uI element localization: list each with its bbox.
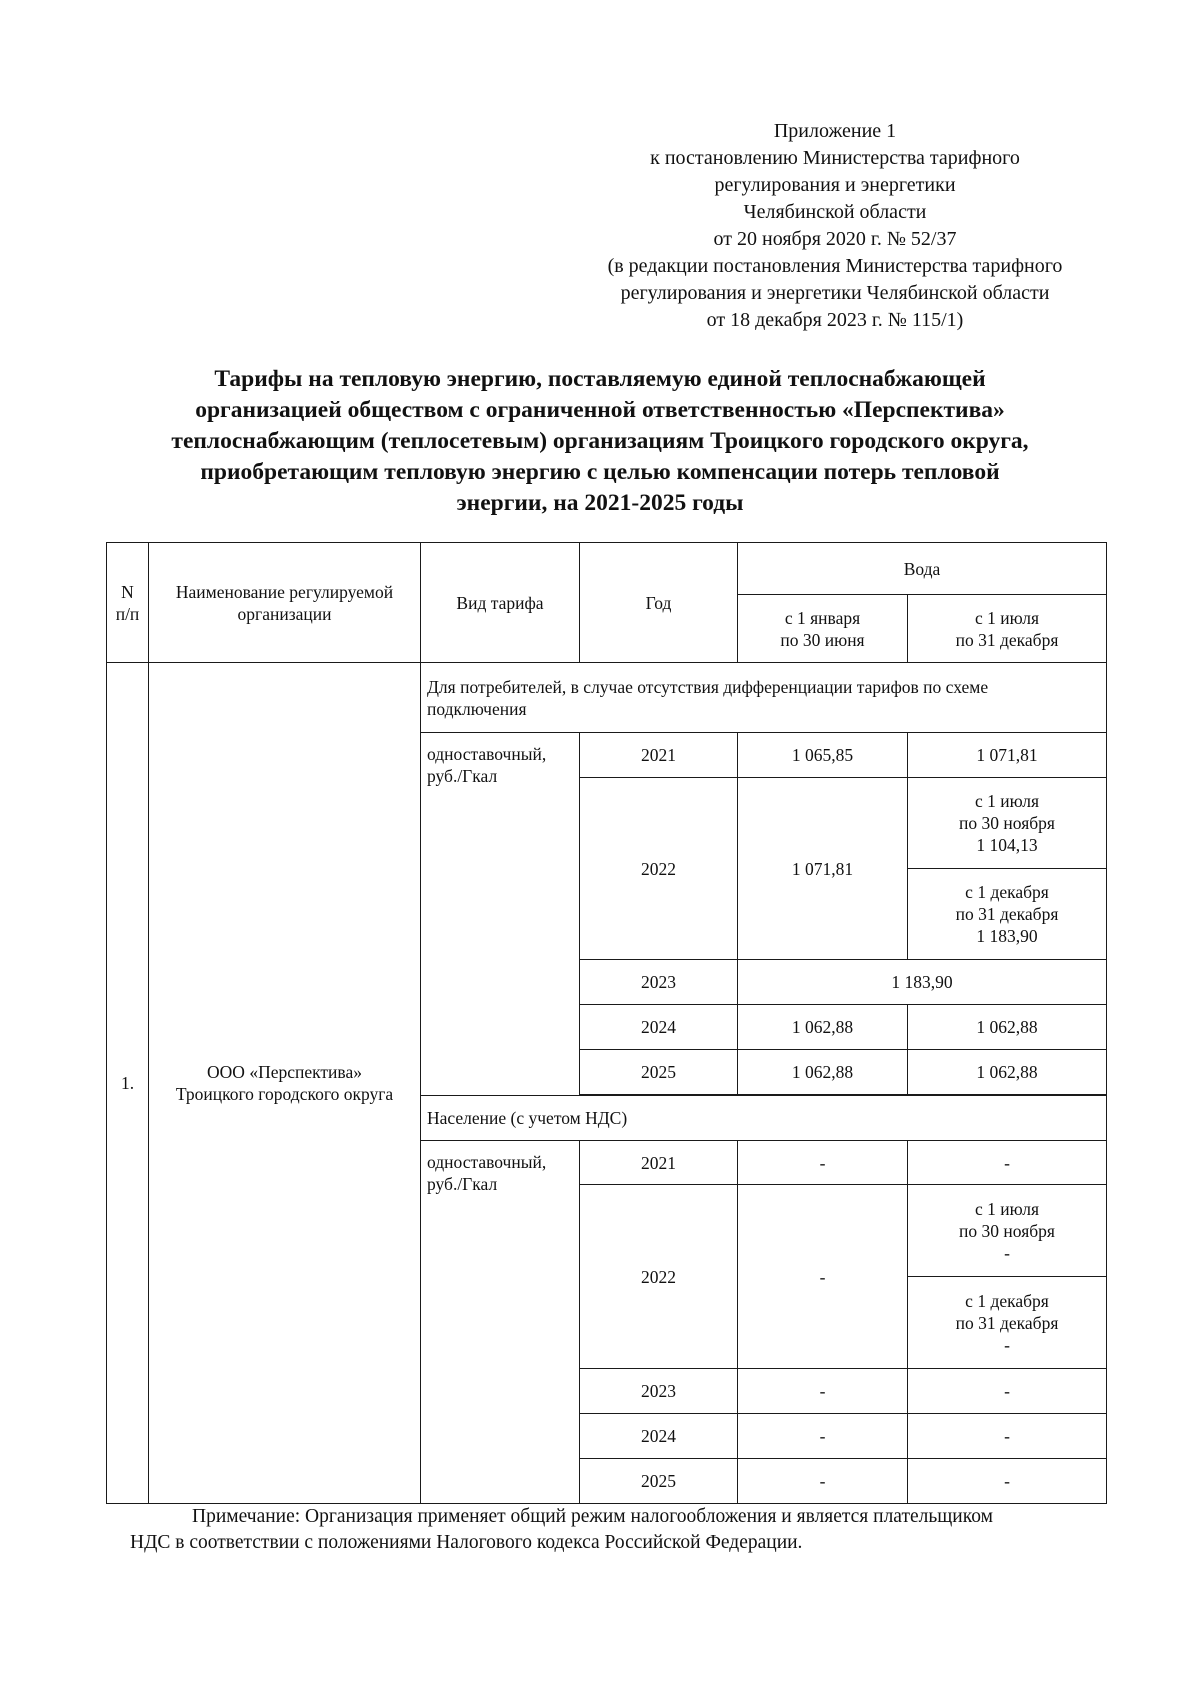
footnote-line: НДС в соответствии с положениями Налогового кодекса Российской Федерации. bbox=[130, 1532, 803, 1553]
title-line: приобретающим тепловую энергию с целью компенсации потерь тепловой bbox=[200, 459, 1000, 485]
header-second-half: с 1 июля по 31 декабря bbox=[908, 595, 1107, 663]
year-cell: 2023 bbox=[580, 960, 738, 1005]
year-cell: 2025 bbox=[580, 1050, 738, 1095]
value-cell: 1 071,81 bbox=[738, 778, 908, 960]
header-organization: Наименование регулируемой организации bbox=[149, 543, 421, 663]
organization-name: ООО «Перспектива» Троицкого городского округа bbox=[149, 663, 421, 1504]
header-year: Год bbox=[580, 543, 738, 663]
value-cell-period: с 1 июля по 30 ноября 1 104,13 bbox=[908, 778, 1107, 869]
title-line: энергии, на 2021-2025 годы bbox=[456, 490, 744, 516]
appendix-line: от 20 ноября 2020 г. № 52/37 bbox=[713, 228, 957, 250]
title-line: Тарифы на тепловую энергию, поставляемую единой теплоснабжающей bbox=[214, 366, 986, 392]
value-cell: - bbox=[738, 1141, 908, 1185]
value-cell: 1 065,85 bbox=[738, 733, 908, 778]
value-cell: - bbox=[908, 1414, 1107, 1459]
tariff-type-cell: одноставочный, руб./Гкал bbox=[421, 1141, 580, 1504]
title-line: организацией обществом с ограниченной ответственностью «Перспектива» bbox=[195, 397, 1005, 423]
header-first-half: с 1 января по 30 июня bbox=[738, 595, 908, 663]
value-cell: 1 071,81 bbox=[908, 733, 1107, 778]
appendix-line: к постановлению Министерства тарифного bbox=[650, 147, 1020, 169]
document-title bbox=[120, 364, 1080, 519]
footnote bbox=[130, 1504, 1122, 1556]
value-cell: 1 062,88 bbox=[738, 1005, 908, 1050]
value-cell-period: с 1 декабря по 31 декабря 1 183,90 bbox=[908, 869, 1107, 960]
value-cell: 1 062,88 bbox=[908, 1050, 1107, 1095]
footnote-line: Примечание: Организация применяет общий режим налогообложения и является плательщиком bbox=[192, 1506, 993, 1527]
title-line: теплоснабжающим (теплосетевым) организациям Троицкого городского округа, bbox=[171, 428, 1029, 454]
value-cell: - bbox=[738, 1459, 908, 1504]
header-water: Вода bbox=[738, 543, 1107, 595]
appendix-line: регулирования и энергетики Челябинской области bbox=[620, 282, 1050, 304]
value-cell: - bbox=[738, 1414, 908, 1459]
tariff-type-cell: одноставочный, руб./Гкал bbox=[421, 733, 580, 1096]
year-cell: 2021 bbox=[580, 1141, 738, 1185]
section-population: Население (с учетом НДС) bbox=[421, 1096, 1107, 1141]
year-cell: 2021 bbox=[580, 733, 738, 778]
value-cell-period: с 1 июля по 30 ноября - bbox=[908, 1185, 1107, 1277]
appendix-line: Челябинской области bbox=[743, 201, 927, 223]
section-consumers: Для потребителей, в случае отсутствия дифференциации тарифов по схеме подключения bbox=[421, 663, 1107, 733]
appendix-line: Приложение 1 bbox=[773, 120, 897, 142]
tariff-table bbox=[106, 542, 1107, 1504]
appendix-line: регулирования и энергетики bbox=[714, 174, 956, 196]
row-number: 1. bbox=[107, 663, 149, 1504]
year-cell: 2024 bbox=[580, 1414, 738, 1459]
value-cell-merged: 1 183,90 bbox=[738, 960, 1107, 1005]
year-cell: 2024 bbox=[580, 1005, 738, 1050]
year-cell: 2022 bbox=[580, 1185, 738, 1369]
appendix-header bbox=[555, 118, 1115, 334]
header-tariff-type: Вид тарифа bbox=[421, 543, 580, 663]
year-cell: 2022 bbox=[580, 778, 738, 960]
value-cell: - bbox=[908, 1459, 1107, 1504]
value-cell: - bbox=[908, 1141, 1107, 1185]
value-cell-period: с 1 декабря по 31 декабря - bbox=[908, 1277, 1107, 1369]
header-number: N п/п bbox=[107, 543, 149, 663]
value-cell: 1 062,88 bbox=[908, 1005, 1107, 1050]
value-cell: - bbox=[738, 1185, 908, 1369]
appendix-line: (в редакции постановления Министерства тарифного bbox=[607, 255, 1063, 277]
value-cell: - bbox=[738, 1369, 908, 1414]
value-cell: 1 062,88 bbox=[738, 1050, 908, 1095]
year-cell: 2025 bbox=[580, 1459, 738, 1504]
year-cell: 2023 bbox=[580, 1369, 738, 1414]
appendix-line: от 18 декабря 2023 г. № 115/1) bbox=[706, 309, 964, 331]
value-cell: - bbox=[908, 1369, 1107, 1414]
